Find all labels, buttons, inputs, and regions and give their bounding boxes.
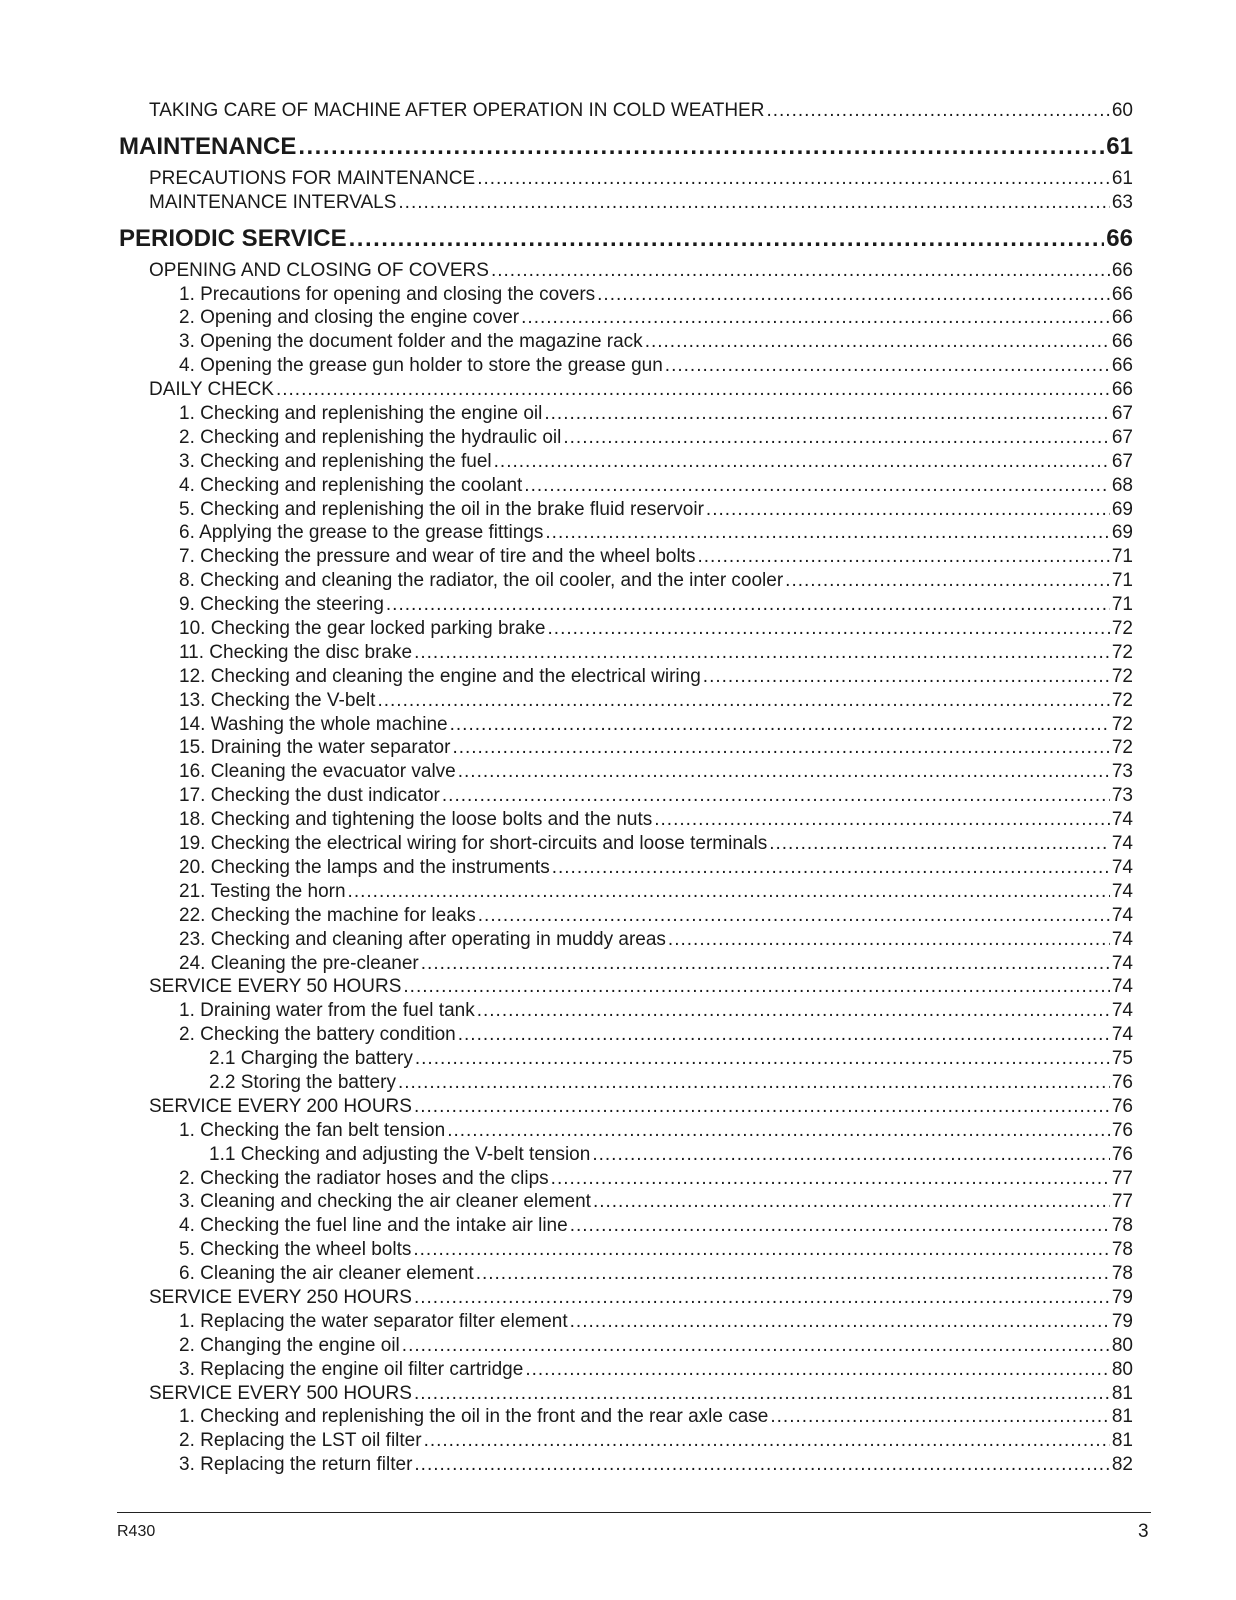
dot-leader [452,736,1109,760]
toc-entry [119,1238,1133,1262]
toc-entry-title: 2. Replacing the LST oil filter [179,1430,422,1452]
toc-entry-page: 81 [1111,1406,1133,1428]
toc-entry-title: MAINTENANCE INTERVALS [149,191,397,213]
dot-leader [442,784,1110,808]
toc-entry [119,474,1133,498]
toc-entry-page: 66 [1111,259,1133,281]
toc-entry-page: 74 [1111,1000,1133,1022]
toc-entry-page: 74 [1111,809,1133,831]
toc-entry-title: 24. Cleaning the pre-cleaner [179,952,419,974]
toc-entry [119,784,1133,808]
toc-entry [119,378,1133,402]
toc-entry-title: MAINTENANCE [119,132,297,160]
dot-leader [298,133,1104,161]
table-of-contents [119,99,1133,1477]
toc-entry-page: 72 [1111,737,1133,759]
toc-entry [119,593,1133,617]
dot-leader [491,259,1110,283]
dot-leader [521,306,1110,330]
toc-entry [119,450,1133,474]
toc-entry-page: 66 [1111,355,1133,377]
toc-entry [119,1286,1133,1310]
toc-entry-title: 4. Checking and replenishing the coolant [179,474,523,496]
toc-entry-title: 2. Checking the radiator hoses and the clips [179,1167,549,1189]
toc-entry [119,1358,1133,1382]
toc-entry [119,832,1133,856]
toc-entry-page: 74 [1111,904,1133,926]
toc-section-heading [119,133,1133,161]
dot-leader [377,689,1109,713]
toc-entry-page: 60 [1111,100,1133,121]
toc-entry [119,283,1133,307]
dot-leader [414,1382,1110,1406]
footer-model: R430 [117,1523,156,1540]
toc-entry [119,1047,1133,1071]
toc-entry-page: 67 [1111,450,1133,472]
toc-entry-page: 69 [1111,522,1133,544]
toc-entry-page: 66 [1111,379,1133,401]
toc-entry [119,641,1133,665]
toc-entry-page: 82 [1111,1454,1133,1476]
dot-leader [552,856,1110,880]
toc-entry-title: SERVICE EVERY 500 HOURS [149,1382,412,1404]
toc-entry-page: 66 [1111,283,1133,305]
toc-entry-page: 72 [1111,689,1133,711]
toc-entry-title: 10. Checking the gear locked parking brake [179,618,546,640]
toc-entry-title: 13. Checking the V-belt [179,689,376,711]
toc-entry [119,1190,1133,1214]
toc-entry [119,1262,1133,1286]
toc-entry [119,1453,1133,1477]
dot-leader [766,99,1109,123]
toc-entry [119,760,1133,784]
toc-entry-page: 81 [1111,1430,1133,1452]
dot-leader [403,975,1109,999]
dot-leader [415,1047,1110,1071]
toc-entry-title: DAILY CHECK [149,379,274,401]
toc-entry-title: OPENING AND CLOSING OF COVERS [149,259,489,281]
dot-leader [458,760,1110,784]
toc-entry [119,665,1133,689]
toc-entry [119,1405,1133,1429]
toc-entry [119,689,1133,713]
toc-entry-title: 2. Changing the engine oil [179,1334,400,1356]
toc-entry-page: 76 [1111,1071,1133,1093]
dot-leader [524,474,1110,498]
toc-entry-title: 1. Precautions for opening and closing the covers [179,283,596,305]
toc-entry-page: 71 [1111,546,1133,568]
dot-leader [563,426,1110,450]
toc-entry-page: 78 [1111,1215,1133,1237]
dot-leader [525,1358,1110,1382]
toc-entry [119,1429,1133,1453]
toc-entry-page: 72 [1111,618,1133,640]
toc-entry-page: 80 [1111,1358,1133,1380]
toc-entry-title: TAKING CARE OF MACHINE AFTER OPERATION IN COLD WEATHER [149,100,765,121]
toc-entry-page: 72 [1111,665,1133,687]
toc-entry-title: 22. Checking the machine for leaks [179,904,476,926]
toc-entry-title: 3. Checking and replenishing the fuel [179,450,492,472]
toc-entry-page: 73 [1111,785,1133,807]
toc-entry-page: 69 [1111,498,1133,520]
toc-entry-title: 3. Cleaning and checking the air cleaner element [179,1191,591,1213]
toc-entry-page: 77 [1111,1191,1133,1213]
toc-entry-page: 67 [1111,426,1133,448]
toc-entry [119,1119,1133,1143]
toc-entry-page: 74 [1111,880,1133,902]
toc-entry [119,545,1133,569]
toc-entry-page: 66 [1106,224,1133,252]
dot-leader [593,1190,1110,1214]
toc-entry-title: 9. Checking the steering [179,594,384,616]
toc-entry [119,1143,1133,1167]
toc-entry-title: 6. Cleaning the air cleaner element [179,1263,474,1285]
toc-entry-title: 1. Checking the fan belt tension [179,1119,446,1141]
toc-entry-page: 78 [1111,1239,1133,1261]
toc-entry-title: 7. Checking the pressure and wear of tire and the wheel bolts [179,546,696,568]
toc-entry-title: 6. Applying the grease to the grease fittings [179,522,544,544]
toc-entry [119,808,1133,832]
toc-entry [119,1310,1133,1334]
toc-entry [119,354,1133,378]
toc-entry-title: 20. Checking the lamps and the instruments [179,856,550,878]
toc-entry-title: 15. Draining the water separator [179,737,451,759]
toc-entry-title: 21. Testing the horn [179,880,346,902]
dot-leader [402,1334,1110,1358]
toc-entry-page: 76 [1111,1143,1133,1165]
toc-entry-page: 74 [1111,1024,1133,1046]
dot-leader [413,1238,1109,1262]
dot-leader [476,1262,1110,1286]
toc-entry-page: 68 [1111,474,1133,496]
toc-entry-title: 1. Draining water from the fuel tank [179,1000,475,1022]
dot-leader [703,665,1110,689]
toc-entry [119,1382,1133,1406]
toc-entry-title: 19. Checking the electrical wiring for short-circuits and loose terminals [179,833,768,855]
dot-leader [570,1214,1110,1238]
toc-entry-title: 2.2 Storing the battery [209,1071,396,1093]
toc-entry-title: 2. Checking and replenishing the hydraulic oil [179,426,562,448]
toc-entry-title: PERIODIC SERVICE [119,224,347,252]
dot-leader [386,593,1110,617]
toc-entry [119,306,1133,330]
dot-leader [414,1095,1110,1119]
dot-leader [654,808,1110,832]
toc-entry [119,1023,1133,1047]
dot-leader [545,521,1109,545]
toc-entry [119,1214,1133,1238]
dot-leader [665,354,1110,378]
dot-leader [349,225,1105,253]
toc-entry [119,880,1133,904]
toc-entry-page: 61 [1106,132,1133,160]
toc-entry [119,952,1133,976]
toc-entry-page: 63 [1111,191,1133,213]
toc-entry-title: 3. Replacing the engine oil filter cartridge [179,1358,524,1380]
toc-entry [119,1167,1133,1191]
toc-entry-page: 76 [1111,1095,1133,1117]
toc-entry-title: 4. Opening the grease gun holder to store the grease gun [179,355,663,377]
toc-entry [119,402,1133,426]
toc-entry-page: 66 [1111,331,1133,353]
toc-entry-title: 8. Checking and cleaning the radiator, the oil cooler, and the inter cooler [179,570,784,592]
toc-entry-page: 81 [1111,1382,1133,1404]
toc-entry-title: 4. Checking the fuel line and the intake air line [179,1215,568,1237]
dot-leader [348,880,1110,904]
toc-entry-page: 61 [1111,167,1133,189]
footer-page-number: 3 [1138,1521,1149,1542]
dot-leader [570,1310,1110,1334]
toc-entry-title: 5. Checking the wheel bolts [179,1239,412,1261]
toc-entry-title: SERVICE EVERY 50 HOURS [149,976,402,998]
dot-leader [597,283,1110,307]
toc-entry-title: 18. Checking and tightening the loose bolts and the nuts [179,809,653,831]
toc-entry-title: 16. Cleaning the evacuator valve [179,761,456,783]
toc-entry-page: 78 [1111,1263,1133,1285]
toc-entry [119,928,1133,952]
dot-leader [458,1023,1110,1047]
toc-entry [119,975,1133,999]
toc-entry [119,856,1133,880]
toc-entry [119,904,1133,928]
toc-entry-page: 74 [1111,928,1133,950]
toc-entry-title: 5. Checking and replenishing the oil in the brake fluid reservoir [179,498,704,520]
dot-leader [668,928,1110,952]
toc-entry-page: 72 [1111,713,1133,735]
toc-entry-title: 3. Replacing the return filter [179,1454,413,1476]
dot-leader [770,1405,1109,1429]
dot-leader [645,330,1110,354]
dot-leader [592,1143,1110,1167]
dot-leader [697,545,1109,569]
toc-entry [119,167,1133,191]
toc-entry-page: 74 [1111,833,1133,855]
toc-entry-title: 3. Opening the document folder and the magazine rack [179,331,643,353]
toc-entry-page: 74 [1111,976,1133,998]
dot-leader [424,1429,1110,1453]
dot-leader [447,1119,1110,1143]
toc-entry [119,191,1133,215]
dot-leader [414,641,1110,665]
toc-entry-page: 77 [1111,1167,1133,1189]
toc-entry-page: 72 [1111,641,1133,663]
toc-entry [119,426,1133,450]
toc-entry-page: 80 [1111,1334,1133,1356]
toc-section-heading [119,225,1133,253]
dot-leader [548,617,1110,641]
toc-entry [119,617,1133,641]
dot-leader [551,1167,1110,1191]
toc-entry [119,713,1133,737]
toc-entry-title: 1. Replacing the water separator filter element [179,1310,568,1332]
toc-entry [119,259,1133,283]
toc-entry [119,1095,1133,1119]
toc-entry-title: PRECAUTIONS FOR MAINTENANCE [149,167,476,189]
toc-entry [119,99,1133,123]
dot-leader [477,167,1110,191]
toc-entry-title: 1.1 Checking and adjusting the V-belt tension [209,1143,591,1165]
toc-entry-title: SERVICE EVERY 250 HOURS [149,1286,412,1308]
toc-entry-title: 1. Checking and replenishing the engine oil [179,403,543,425]
toc-entry-title: 14. Washing the whole machine [179,713,448,735]
toc-entry [119,330,1133,354]
dot-leader [276,378,1110,402]
toc-entry-page: 67 [1111,403,1133,425]
dot-leader [421,952,1110,976]
toc-entry [119,498,1133,522]
toc-entry-page: 66 [1111,307,1133,329]
toc-entry-page: 73 [1111,761,1133,783]
toc-entry-title: 17. Checking the dust indicator [179,785,440,807]
dot-leader [414,1453,1109,1477]
dot-leader [398,1071,1110,1095]
dot-leader [544,402,1109,426]
toc-entry-title: 23. Checking and cleaning after operating in muddy areas [179,928,666,950]
toc-entry-title: 2.1 Charging the battery [209,1048,413,1070]
toc-entry-page: 74 [1111,952,1133,974]
toc-entry [119,999,1133,1023]
toc-entry-title: 2. Opening and closing the engine cover [179,307,520,329]
toc-entry-page: 76 [1111,1119,1133,1141]
toc-entry-title: 12. Checking and cleaning the engine and the electrical wiring [179,665,701,687]
toc-entry-title: SERVICE EVERY 200 HOURS [149,1095,412,1117]
dot-leader [769,832,1110,856]
footer-divider [117,1512,1151,1513]
dot-leader [398,191,1109,215]
toc-entry-title: 2. Checking the battery condition [179,1024,456,1046]
toc-entry-page: 75 [1111,1048,1133,1070]
toc-entry-title: 1. Checking and replenishing the oil in the front and the rear axle case [179,1406,769,1428]
toc-entry-page: 71 [1111,594,1133,616]
dot-leader [494,450,1110,474]
toc-entry [119,1334,1133,1358]
toc-entry [119,569,1133,593]
toc-entry-page: 79 [1111,1310,1133,1332]
dot-leader [785,569,1110,593]
dot-leader [478,904,1110,928]
toc-entry-title: 11. Checking the disc brake [179,641,413,663]
dot-leader [706,498,1110,522]
dot-leader [450,713,1110,737]
dot-leader [477,999,1110,1023]
dot-leader [414,1286,1110,1310]
toc-entry [119,736,1133,760]
toc-entry [119,1071,1133,1095]
toc-entry-page: 79 [1111,1286,1133,1308]
toc-entry-page: 74 [1111,856,1133,878]
toc-entry-page: 71 [1111,570,1133,592]
toc-entry [119,521,1133,545]
